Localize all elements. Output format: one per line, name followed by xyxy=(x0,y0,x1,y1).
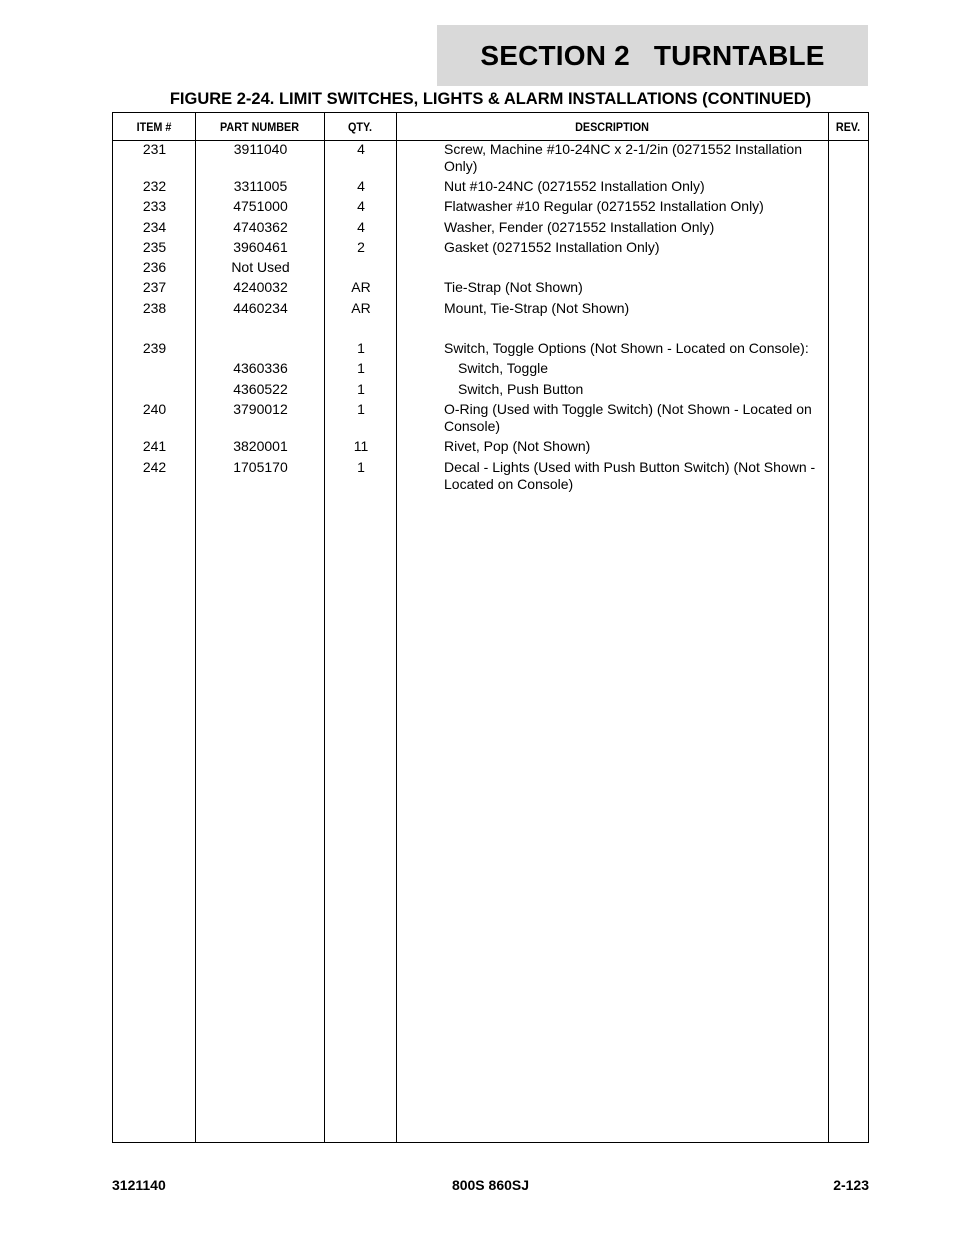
qty-cell: 1 xyxy=(357,401,365,417)
column-header-part-number: PART NUMBER xyxy=(219,119,300,134)
item-number-cell: 242 xyxy=(142,459,167,475)
part-number-cell: 1705170 xyxy=(233,459,288,475)
description-cell: Switch, Push Button xyxy=(458,381,584,397)
parts-table xyxy=(112,112,869,1143)
figure-title: FIGURE 2-24. LIMIT SWITCHES, LIGHTS & ALARM INSTALLATIONS (CONTINUED) xyxy=(169,90,812,108)
item-number-cell: 236 xyxy=(142,259,167,275)
qty-cell: 1 xyxy=(357,360,365,376)
qty-cell: AR xyxy=(351,279,371,295)
part-number-cell: 3911040 xyxy=(233,141,288,157)
qty-cell: 11 xyxy=(353,438,369,454)
description-cell: O-Ring (Used with Toggle Switch) (Not Shown - Located on Console) xyxy=(444,401,812,434)
part-number-cell: 4240032 xyxy=(233,279,288,295)
item-number-cell: 232 xyxy=(142,178,167,194)
part-number-cell: 3790012 xyxy=(233,401,288,417)
description-cell: Switch, Toggle xyxy=(458,360,549,376)
qty-cell: 4 xyxy=(357,141,365,157)
section-title: SECTION 2 TURNTABLE xyxy=(480,39,825,71)
part-number-cell: 3311005 xyxy=(233,178,288,194)
item-number-cell: 240 xyxy=(142,401,167,417)
item-number-cell: 238 xyxy=(142,300,167,316)
item-number-cell: 231 xyxy=(142,141,167,157)
column-header-qty: QTY. xyxy=(347,119,372,134)
part-number-cell: 3820001 xyxy=(233,438,288,454)
description-cell: Rivet, Pop (Not Shown) xyxy=(444,438,591,454)
part-number-cell: 3960461 xyxy=(233,239,288,255)
description-cell: Washer, Fender (0271552 Installation Only) xyxy=(444,219,715,235)
description-cell: Mount, Tie-Strap (Not Shown) xyxy=(444,300,630,316)
qty-cell: AR xyxy=(351,300,371,316)
description-cell: Flatwasher #10 Regular (0271552 Installation Only) xyxy=(444,198,764,214)
item-number-cell: 241 xyxy=(142,438,167,454)
description-cell: Decal - Lights (Used with Push Button Switch) (Not Shown - Located on Console) xyxy=(444,459,816,492)
qty-cell: 2 xyxy=(357,239,365,255)
item-number-cell: 234 xyxy=(142,219,167,235)
qty-cell: 1 xyxy=(357,381,365,397)
qty-cell: 4 xyxy=(357,219,365,235)
part-number-cell: 4460234 xyxy=(233,300,288,316)
column-header-rev: REV. xyxy=(835,119,861,134)
section-header xyxy=(437,25,868,86)
column-divider xyxy=(828,113,829,1142)
part-number-cell: 4360336 xyxy=(233,360,288,376)
item-number-cell: 233 xyxy=(142,198,167,214)
column-header-item: ITEM # xyxy=(136,119,172,134)
item-number-cell: 239 xyxy=(142,340,167,356)
qty-cell: 1 xyxy=(357,459,365,475)
item-number-cell: 235 xyxy=(142,239,167,255)
column-divider xyxy=(396,113,397,1142)
footer-page-number: 2-123 xyxy=(833,1177,869,1193)
description-cell: Nut #10-24NC (0271552 Installation Only) xyxy=(444,178,705,194)
description-cell: Tie-Strap (Not Shown) xyxy=(444,279,583,295)
qty-cell: 1 xyxy=(357,340,365,356)
part-number-cell: 4360522 xyxy=(233,381,288,397)
footer-doc-number: 3121140 xyxy=(112,1177,166,1193)
part-number-cell: 4740362 xyxy=(233,219,288,235)
part-number-cell: Not Used xyxy=(231,259,290,275)
qty-cell: 4 xyxy=(357,198,365,214)
part-number-cell: 4751000 xyxy=(233,198,288,214)
item-number-cell: 237 xyxy=(142,279,167,295)
qty-cell: 4 xyxy=(357,178,365,194)
description-cell: Gasket (0271552 Installation Only) xyxy=(444,239,660,255)
column-header-description: DESCRIPTION xyxy=(575,119,649,134)
footer-model: 800S 860SJ xyxy=(451,1177,530,1193)
description-cell: Switch, Toggle Options (Not Shown - Located on Console): xyxy=(444,340,809,356)
description-cell: Screw, Machine #10-24NC x 2-1/2in (0271552 Installation Only) xyxy=(444,141,802,174)
